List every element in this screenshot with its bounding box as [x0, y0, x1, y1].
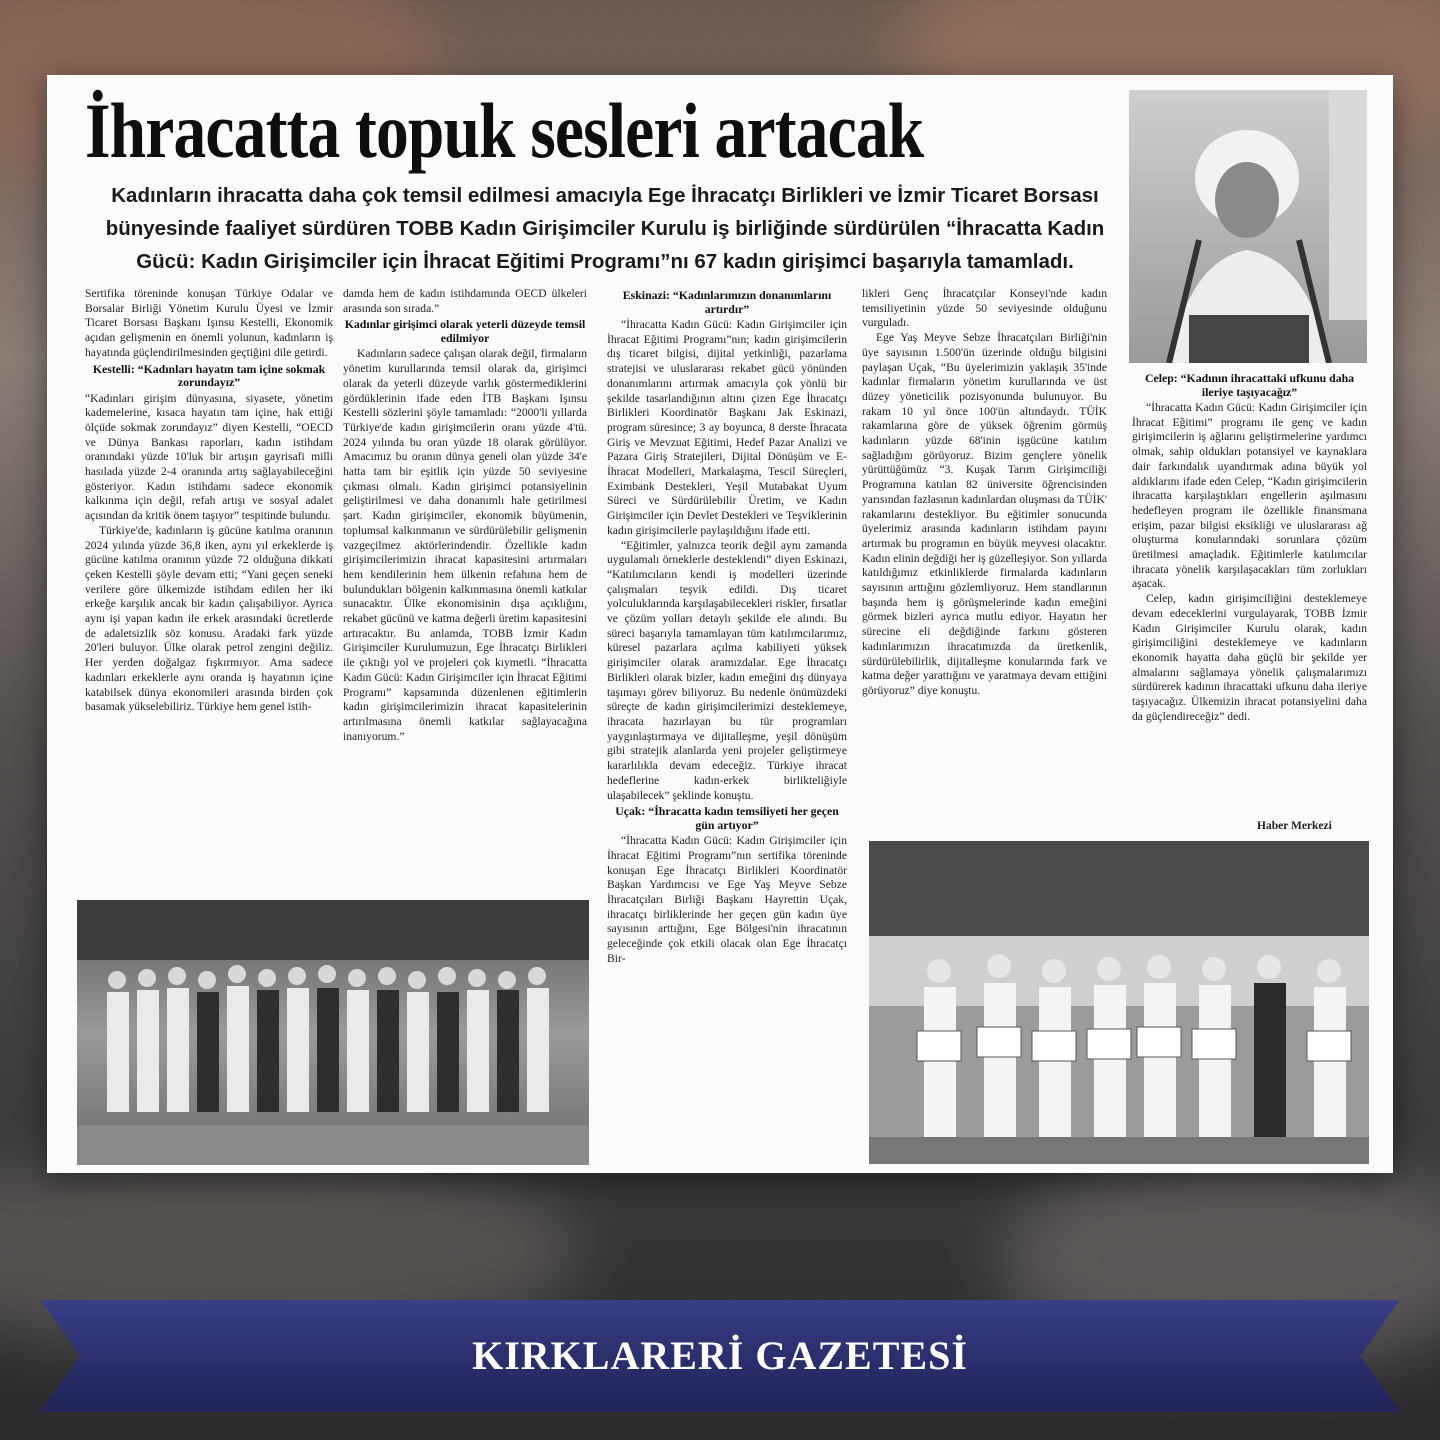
paragraph: Sertifika töreninde konuşan Türkiye Odalar ve Borsalar Birliği Yönetim Kurulu Üyesi ve İzmir Ticaret Borsası Başkanı Işınsu Kestelli, Ekonomik açıdan gelişmenin en önemli yolunun, kadınların iş hayatında güçlendirilmesinden geçtiğini dile getirdi. — [85, 287, 333, 359]
paragraph: likleri Genç İhracatçılar Konseyi'nde kadın temsiliyetinin yüzde 50 seviyesinde olduğunu vurguladı. — [862, 287, 1107, 330]
paragraph: “İhracatta Kadın Gücü: Kadın Girişimciler için İhracat Eğitimi Programı”nın sertifika töreninde konuşan Ege İhracatçı Birlikleri Koordinatör Başkan Yardımcısı ve Ege Yaş Meyve Sebze İhracatçıları Birliği Başkanı Hayrettin Uçak, ihracatçı birliklerinde her geçen gün kadın üye sayısının arttığını, Ege Bölgesi'nin ihracatının geleceğinde çok etkili olacak olan Ege İhracatçı Bir- — [607, 834, 847, 965]
article-column-1 — [85, 287, 333, 897]
subheading: Celep: “Kadının ihracattaki ufkunu daha ileriye taşıyacağız” — [1144, 371, 1355, 399]
subheading: Eskinazi: “Kadınlarımızın donanımlarını artırdır” — [622, 288, 832, 316]
speaker-portrait-photo — [1129, 90, 1367, 363]
article-column-2 — [343, 287, 587, 899]
paragraph: Celep, kadın girişimciliğini desteklemeye devam edeceklerini vurgulayarak, TOBB İzmir Kadın Girişimciler Kurulu olarak, kadın girişimciliğini desteklemeye ve kadınların ekonomik hayatta daha güçlü bir şekilde yer almalarını sağlamaya yönelik çalışmalarımızı sürdürerek kadının ihracattaki ufkunu daha ileriye taşıyacağız. Ülkemizin ihracat potansiyelini daha da güçlendireceğiz” dedi. — [1132, 592, 1367, 723]
headline: İhracatta topuk sesleri artacak — [85, 87, 924, 174]
byline: Haber Merkezi — [1257, 820, 1332, 832]
paragraph: Kadınların sadece çalışan olarak değil, firmaların yönetim kurullarında temsil olarak da, girişimci olarak da yeterli düzeyde varlık göstermediklerini gördüklerinin ifade eden İTB Başkanı Işınsu Kestelli sözlerini şöyle tamamladı: “2000'li yıllarda Türkiye'de kadın girişimcilerin oranı yüzde 4'tü. 2024 yılında bu oran yüzde 18 olarak görülüyor. Amacımız bu oranın dünya geneli olan yüzde 34'e hatta tam bir eşitlik için yüzde 50 seviyesine çıkması olmalı. Kadın girişimci potansiyelinin geliştirilmesi ve daha donanımlı hale getirilmesi şart. Kadın girişimciler, ekonomik büyümenin, toplumsal kalkınmanın ve sürdürülebilir gelişmenin vazgeçilmez aktörlerindendir. Özellikle kadın girişimcilerimizin ihracat kapasitesini artırmaları hem kendilerinin hem ülkenin refahına hem de bulundukları bölgenin kalkınmasına önemli katkılar sunacaktır. Ülke ekonomisinin dışa açıklığını, rekabet gücünü ve katma değerli üretim kapasitesini artıracaktır. Bu anlamda, TOBB İzmir Kadın Girişimciler Kurulumuzun, Ege İhracatçı Birlikleri ile çıktığı yol ve projeleri çok kıymetli. “İhracatta Kadın Gücü: Kadın Girişimciler için İhracat Eğitimi Programı” kapsamında düzenlenen eğitimlerin kadın girişimcilerimizin ihracat kapasitelerinin artırılmasına önemli katkılar sağlayacağına inanıyorum.” — [343, 347, 587, 743]
newspaper-name-banner — [40, 1300, 1400, 1412]
paragraph: Türkiye'de, kadınların iş gücüne katılma oranının 2024 yılında yüzde 36,8 iken, aynı yıl erkeklerde iş gücüne katılma oranının yüzde 72 olduğuna dikkati çeken Kestelli şöyle devam etti; “Yani geçen seneki verilere göre ülkemizde istihdam edilen her iki erkeğe karşılık ancak bir kadın çalışabiliyor. Ayrıca aynı işi yapan kadın ile erkek arasındaki ücretlerde de adaletsizlik söz konusu. Aradaki fark yüzde 20'leri buluyor. Ülke olarak petrol zengini değiliz. Her yerden doğalgaz fışkırmıyor. Ama sadece kadınları erkeklerle aynı oranda iş hayatının içine katabilsek dünya ekonomileri arasında birden çok basamak yükselebiliriz. Türkiye hem genel istih- — [85, 523, 333, 714]
certificate-ceremony-photo — [869, 841, 1369, 1164]
subheading: Uçak: “İhracatta kadın temsiliyeti her geçen gün artıyor” — [615, 804, 839, 832]
newspaper-clipping — [47, 75, 1393, 1173]
paragraph: “İhracatta Kadın Gücü: Kadın Girişimciler için İhracat Eğitimi Programı”nın; kadın girişimcilerin dış ticaret bilgisi, dijital yetkinliği, pazarlama stratejisi ve uluslararası rekabet gücü yönünden donanımlarını artırmak amacıyla çok yönlü bir şekilde tasarlandığının altını çizen Ege İhracatçı Birlikleri Koordinatör Başkanı Jak Eskinazi, program süresince; 3 ay boyunca, 8 derste İhracata Giriş ve Mevzuat Eğitimi, Hedef Pazar Analizi ve Pazara Giriş Stratejileri, Dijital Dönüşüm ve E-İhracat Modelleri, Markalaşma, Tescil Süreçleri, Eximbank Destekleri, Yeşil Mutabakat Uyum Süreci ve Sürdürülebilir Üretim, ve Kadın Girişimciler için Devlet Destekleri ve Teşviklerinin kadın girişimcilerle paylaşıldığını ifade etti. — [607, 318, 847, 537]
paragraph: Ege Yaş Meyve Sebze İhracatçıları Birliği'nin üye sayısının 1.500'ün üzerinde olduğu bilgisini paylaşan Uçak, “Bu üyelerimizin yaklaşık 35'inde kadınlar firmaların yönetim kurullarında ve üst düzey yöneticilik pozisyonunda bulunuyor. Bu rakam 10 yıl önce 100'ün altındaydı. TÜİK rakamlarına göre de yüksek öğrenim görmüş kadınların yüzde 68'inin işgücüne katılım sağladığını görüyoruz. Bizim gençlere yönelik yürüttüğümüz “3. Kuşak Tarım Girişimciliği Programına katılan 82 üniversite öğrencisinden yarısından fazlasının kadınlardan oluşması da TÜİK' rakamlarını destekliyor. Bu eğitimler sonucunda üyelerimiz arasında kadınların istihdam payını artırmak bu programın en büyük meyvesi olacaktır. Kadın elinin değdiği her iş güzelleşiyor. Son yıllarda katıldığımız etkinliklerde firmalarda kadınların sayısının arttığını gözlemliyoruz. Hem standlarının başında hem iş görüşmelerinde kadın emeğini görmek bizleri ayrıca mutlu ediyor. Hayatın her sürecine eli değdiğinde farkını gösteren kadınlarımızın ihracatımızda da üretkenlik, sürdürülebilirlik, dijitalleşme konularında fark ve katma değer yarattığını ve yaratmaya devam ettiğini görüyoruz” diye konuştu. — [862, 331, 1107, 697]
paragraph: “İhracatta Kadın Gücü: Kadın Girişimciler için İhracat Eğitimi” programı ile genç ve kadın girişimcilerin iş ağlarını geliştirmelerine yardımcı olmak, sahip oldukları potansiyel ve kaynaklara dair farkındalık uyandırmak adına büyük yol aldıklarını ifade eden Celep, “Kadın girişimcilerin ihracatta karşılaştıkları engellerin aşılmasını hedefleyen program ile özellikle finansmana erişim, pazar bilgisi eksikliği ve uluslararası ağ oluşturma konularındaki sorunlara çözüm üretilmesi amaçladık. Eğitimlerle katılımcılar ihracata yönelik karşılaşacakları tüm zorlukları aşacak. — [1132, 401, 1367, 591]
deck-summary: Kadınların ihracatta daha çok temsil edilmesi amacıyla Ege İhracatçı Birlikleri ve İzmir Ticaret Borsası bünyesinde faaliyet sürdüren TOBB Kadın Girişimciler Kurulu iş birliğinde sürdürülen “İhracatta Kadın Gücü: Kadın Girişimciler için İhracat Eğitimi Programı”nı 67 kadın girişimci başarıyla tamamladı. — [105, 184, 1105, 273]
paragraph: “Kadınları girişim dünyasına, siyasete, yönetim kademelerine, kısaca hayatın tam içine, hak ettiği ölçüde sokmak zorundayız” diyen Kestelli, “OECD ve Dünya Bankası raporları, kadın istihdam oranındaki yüzde 10'luk bir artışın gayrisafi milli hasılada yüzde 2-4 oranında artış sağlayabileceğini gösteriyor. Kadın istihdamı sadece ekonomik kalkınma için değil, refah artışı ve sosyal adalet açısından da kritik önem taşıyor” tespitinde bulundu. — [85, 391, 333, 523]
article-column-5 — [1132, 370, 1367, 830]
paragraph: “Eğitimler, yalnızca teorik değil aynı zamanda uygulamalı örneklerle desteklendi” diyen Eskinazi, “Katılımcıların kendi iş modelleri üzerinde çalışmaları teşvik edildi. Dış ticaret yolculuklarında karşılaşabilecekleri riskler, fırsatlar ve çözüm yolları detaylı şekilde ele alındı. Bu süreci başarıyla tamamlayan tüm katılımcılarımız, küresel pazarlara açılma kabiliyeti yüksek girişimciler olarak aramızdalar. Ege İhracatçı Birlikleri olarak bizler, kadın emeğini dış dünyaya taşımayı görev biliyoruz. Bu nedenle önümüzdeki süreçte de kadın girişimcilerimizi desteklemeye, ihracata hazırlayan bu tür programları yaygınlaştırmaya ve dijitalleşme, yeşil dönüşüm gibi stratejik alanlarda yeni projeler geliştirmeye kararlılıkla devam edeceğiz. Türkiye ihracat hedeflerine kadın-erkek birlikteliğiyle ulaşabilecek” şeklinde konuştu. — [607, 538, 847, 802]
article-column-3 — [607, 287, 847, 1173]
newspaper-name: KIRKLARERİ GAZETESİ — [472, 1333, 968, 1378]
group-photo — [77, 900, 589, 1165]
subheading: Kestelli: “Kadınları hayatın tam içine sokmak zorundayız” — [92, 361, 326, 390]
article-column-4 — [862, 287, 1107, 827]
paragraph: damda hem de kadın istihdamında OECD ülkeleri arasında son sırada.” — [343, 287, 587, 315]
subheading: Kadınlar girişimci olarak yeterli düzeyde temsil edilmiyor — [344, 317, 586, 345]
